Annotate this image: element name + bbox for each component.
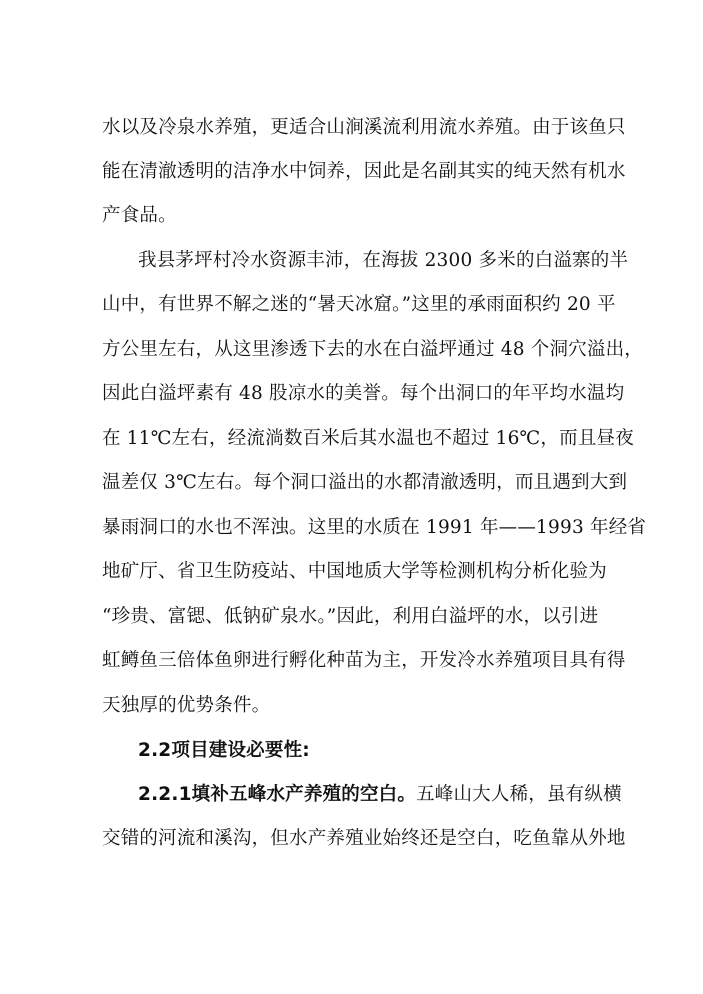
paragraph3-lead-rest: 五峰山大人稀，虽有纵横 — [416, 784, 622, 805]
paragraph2-line2: 山中，有世界不解之迷的“暑天冰窟。”这里的承雨面积约 20 平 — [102, 294, 616, 315]
paragraph3-line1 — [138, 783, 638, 807]
paragraph2-line8: 地矿厅、省卫生防疫站、中国地质大学等检测机构分析化验为 — [102, 561, 607, 582]
paragraph2-line11: 天独厚的优势条件。 — [102, 695, 271, 716]
paragraph1-line1: 水以及冷泉水养殖，更适合山涧溪流利用流水养殖。由于该鱼只 — [102, 117, 626, 138]
paragraph1-line3: 产食品。 — [102, 205, 177, 226]
paragraph2-line3: 方公里左右，从这里渗透下去的水在白溢坪通过 48 个洞穴溢出， — [102, 339, 644, 360]
paragraph3-line2: 交错的河流和溪沟，但水产养殖业始终还是空白，吃鱼靠从外地 — [102, 828, 626, 849]
paragraph2-line5: 在 11℃左右，经流淌数百米后其水温也不超过 16℃，而且昼夜 — [102, 428, 634, 449]
paragraph2-line6: 温差仅 3℃左右。每个洞口溢出的水都清澈透明，而且遇到大到 — [102, 472, 628, 493]
paragraph2-line10: 虹鳟鱼三倍体鱼卵进行孵化种苗为主，开发冷水养殖项目具有得 — [102, 650, 626, 671]
section-heading: 2.2项目建设必要性: — [138, 740, 310, 761]
paragraph2-line1: 我县茅坪村冷水资源丰沛，在海拔 2300 多米的白溢寨的半 — [138, 250, 629, 271]
paragraph3-bold-lead: 2.2.1填补五峰水产养殖的空白。 — [138, 784, 417, 805]
paragraph2-line9: “珍贵、富锶、低钠矿泉水。”因此，利用白溢坪的水，以引进 — [102, 606, 599, 627]
paragraph2-line4: 因此白溢坪素有 48 股凉水的美誉。每个出洞口的年平均水温均 — [102, 383, 625, 404]
paragraph2-line7: 暴雨洞口的水也不浑浊。这里的水质在 1991 年——1993 年经省 — [102, 517, 647, 538]
paragraph1-line2: 能在清澈透明的洁净水中饲养，因此是名副其实的纯天然有机水 — [102, 161, 626, 182]
